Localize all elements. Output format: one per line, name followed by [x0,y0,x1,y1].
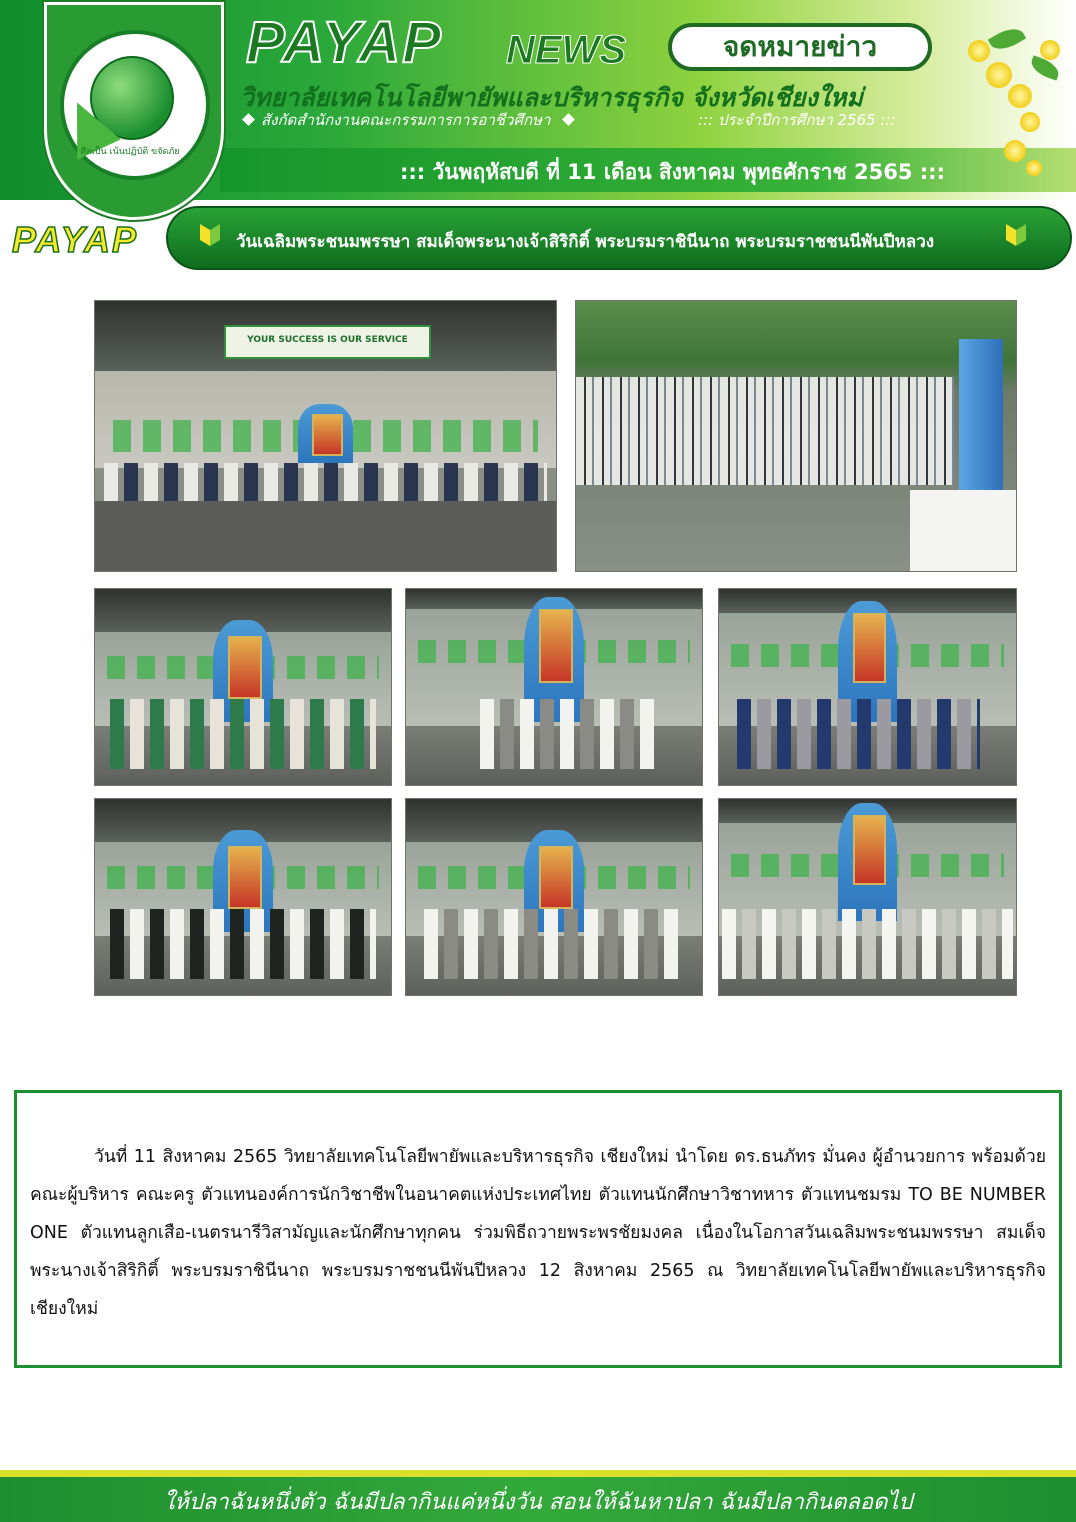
photo-military-students [95,799,391,995]
flower-decoration [1020,112,1040,132]
logo-motto: ศีลเป็น เน้นปฏิบัติ ขจัดภัย [80,147,180,157]
leaf-decoration [988,23,1026,56]
diamond-icon [563,113,576,126]
footer-motto: ให้ปลาฉันหนึ่งตัว ฉันมีปลากินแค่หนึ่งวัน สอนให้ฉันหาปลา ฉันมีปลากินตลอดไป [163,1490,913,1515]
article-paragraph: วันที่ 11 สิงหาคม 2565 วิทยาลัยเทคโนโลยีพายัพและบริหารธุรกิจ เชียงใหม่ นำโดย ดร.ธนภัทร มั่นคง ผู้อำนวยการ พร้อมด้วยคณะผู้บริหาร คณะครู ตัวแทนองค์การนักวิชาชีพในอนาคตแห่งประเทศไทย ตัวแทนนักศึกษาวิชาทหาร ตัวแทนชมรม TO BE NUMBER ONE ตัวแทนลูกเสือ-เนตรนารีวิสามัญและนักศึกษาทุกคน ร่วมพิธีถวายพระพรชัยมงคล เนื่องในโอกาสวันเฉลิมพระชนมพรรษา สมเด็จพระนางเจ้าสิริกิติ์ พระบรมราชินีนาถ พระบรมราชชนนีพันปีหลวง 12 สิงหาคม 2565 ณ วิทยาลัยเทคโนโลยีพายัพและบริหารธุรกิจ เชียงใหม่ [30,1147,1046,1319]
affiliation-text: สังกัดสำนักงานคณะกรรมการการอาชีวศึกษา [261,111,551,129]
photo-group-assembly [95,301,556,571]
flower-decoration [1004,140,1026,162]
diamond-icon [242,113,255,126]
banner-sign: YOUR SUCCESS IS OUR SERVICE [224,325,431,359]
photo-award-students [406,589,702,785]
affiliation-line [240,108,581,132]
flower-decoration [968,40,990,62]
headline-title: วันเฉลิมพระชนมพรรษา สมเด็จพระนางเจ้าสิริกิติ์ พระบรมราชินีนาถ พระบรมราชชนนีพันปีหลวง [236,232,935,252]
brand-news: NEWS [506,28,626,72]
issue-date: ::: วันพฤหัสบดี ที่ 11 เดือน สิงหาคม พุทธศักราช 2565 ::: [400,160,945,184]
college-name: วิทยาลัยเทคโนโลยีพายัพและบริหารธุรกิจ จังหวัดเชียงใหม่ [240,83,863,112]
payap-wordmark: PAYAP [12,219,139,260]
photo-uniform-group [719,589,1016,785]
brand-title: PAYAP [246,10,443,75]
academic-year: ::: ประจำปีการศึกษา 2565 ::: [698,111,896,129]
flower-decoration [1026,160,1042,176]
chevron-icon [200,224,220,246]
newsletter-badge: จดหมายข่าว [668,23,932,71]
flower-decoration [986,62,1012,88]
photo-scouts [95,589,391,785]
flower-decoration [1040,40,1060,60]
footer-strip [0,1470,1076,1477]
flower-decoration [1008,84,1032,108]
chevron-icon [1006,224,1026,246]
photo-club-members [406,799,702,995]
photo-field-ceremony [576,301,1016,571]
photo-white-uniform [719,799,1016,995]
